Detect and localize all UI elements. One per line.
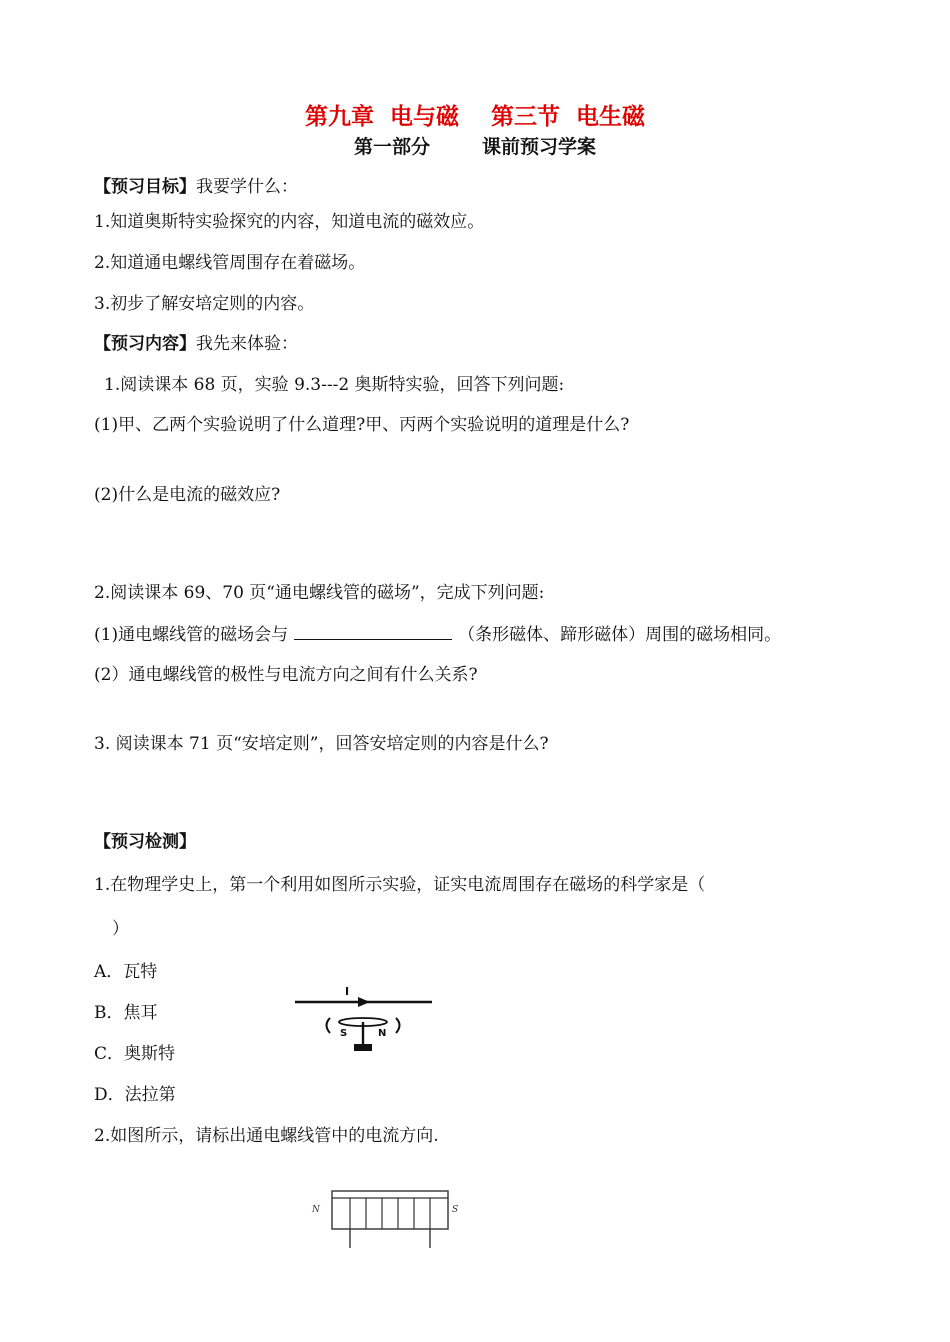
goal-item: 2.知道通电螺线管周围存在着磁场。 bbox=[94, 253, 366, 273]
oersted-figure bbox=[290, 980, 440, 1060]
subtitle-name: 课前预习学案 bbox=[482, 136, 597, 158]
title-topic: 电与磁 bbox=[389, 104, 459, 130]
current-label: I bbox=[345, 985, 350, 998]
option-c: C．奥斯特 bbox=[94, 1044, 176, 1064]
content-heading: 【预习内容】 bbox=[94, 334, 196, 354]
question-1: 1.阅读课本 68 页，实验 9.3---2 奥斯特实验，回答下列问题: bbox=[104, 375, 565, 395]
field-arc-left bbox=[327, 1018, 331, 1033]
field-arc-right bbox=[396, 1018, 400, 1033]
solenoid-s-label: S bbox=[452, 1205, 459, 1215]
solenoid-body bbox=[332, 1191, 448, 1229]
answer-blank[interactable] bbox=[294, 623, 452, 640]
content-heading-line bbox=[94, 333, 298, 355]
check-question-2: 2.如图所示，请标出通电螺线管中的电流方向. bbox=[94, 1126, 439, 1146]
check-heading: 【预习检测】 bbox=[94, 832, 196, 852]
question-2-1 bbox=[94, 623, 781, 646]
question-2-1-post: （条形磁体、蹄形磁体）周围的磁场相同。 bbox=[458, 625, 782, 645]
goal-item: 1.知道奥斯特实验探究的内容，知道电流的磁效应。 bbox=[94, 212, 485, 232]
south-label: S bbox=[340, 1028, 348, 1039]
compass-base bbox=[354, 1044, 372, 1051]
title-section: 第三节 bbox=[491, 104, 560, 130]
check-question-1-end: ） bbox=[112, 919, 129, 939]
question-3: 3. 阅读课本 71 页“安培定则”，回答安培定则的内容是什么? bbox=[94, 734, 549, 754]
option-b: B．焦耳 bbox=[94, 1003, 158, 1023]
goal-item: 3.初步了解安培定则的内容。 bbox=[94, 294, 315, 314]
content-heading-tail: 我先来体验： bbox=[196, 334, 298, 354]
question-2-1-pre: (1)通电螺线管的磁场会与 bbox=[94, 625, 289, 645]
question-1-2: (2)什么是电流的磁效应? bbox=[94, 485, 281, 505]
option-a: A．瓦特 bbox=[94, 962, 158, 982]
solenoid-n-label: N bbox=[312, 1205, 320, 1215]
question-2: 2.阅读课本 69、70 页“通电螺线管的磁场”，完成下列问题: bbox=[94, 583, 545, 603]
page-title bbox=[0, 102, 950, 132]
question-2-2: (2）通电螺线管的极性与电流方向之间有什么关系? bbox=[94, 665, 478, 685]
title-section-topic: 电生磁 bbox=[576, 104, 645, 130]
goals-heading: 【预习目标】 bbox=[94, 177, 196, 197]
page-subtitle bbox=[0, 134, 950, 160]
current-arrow-icon bbox=[358, 997, 370, 1007]
question-1-1: (1)甲、乙两个实验说明了什么道理?甲、丙两个实验说明的道理是什么? bbox=[94, 415, 630, 435]
north-label: N bbox=[378, 1028, 387, 1039]
check-question-1: 1.在物理学史上，第一个利用如图所示实验，证实电流周围存在磁场的科学家是（ bbox=[94, 875, 706, 895]
subtitle-part: 第一部分 bbox=[353, 136, 430, 158]
title-chapter: 第九章 bbox=[304, 104, 374, 130]
goals-heading-line bbox=[94, 176, 298, 198]
option-d: D．法拉第 bbox=[94, 1085, 176, 1105]
goals-heading-tail: 我要学什么： bbox=[196, 177, 298, 197]
solenoid-figure bbox=[306, 1186, 466, 1252]
